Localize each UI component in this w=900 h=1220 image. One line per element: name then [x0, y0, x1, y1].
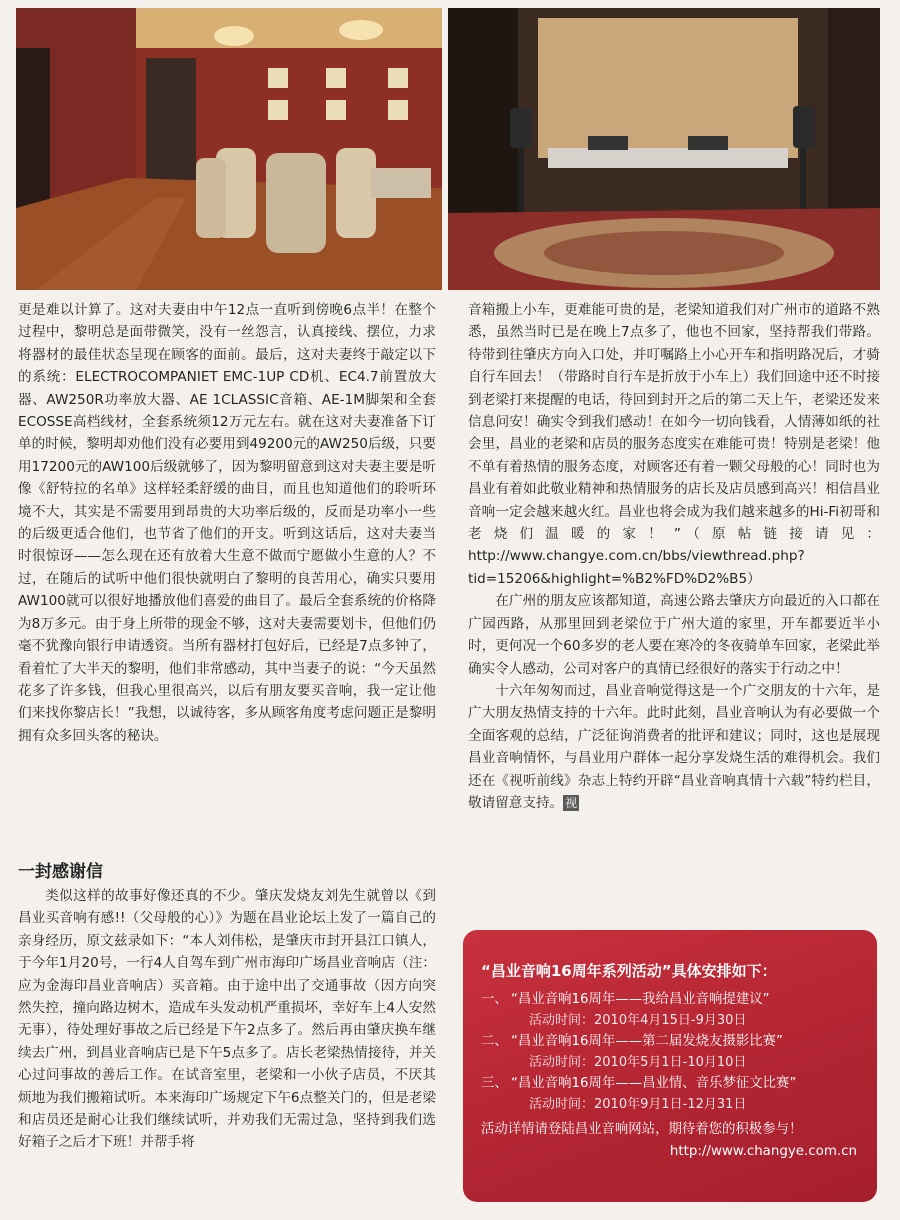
promo-item-number: 三、 — [481, 1076, 508, 1091]
listening-room-photo-right — [448, 8, 880, 290]
end-mark-seal: 视 — [565, 795, 578, 810]
paragraph-text: 十六年匆匆而过，昌业音响觉得这是一个广交朋友的十六年，是广大朋友热情支持的十六年。此时此刻，昌业音响认为有必要做一个全面客观的总结，广泛征询消费者的批评和建议；同时，这也是展现昌业音响情怀，与昌业用户群体一起分享发烧生活的难得机会。我们还在《视听前线》杂志上特约开辟“昌业音响真情十六载”特约栏目，敬请留意支持。 — [468, 682, 880, 811]
promo-item-time: 活动时间：2010年9月1日-12月31日 — [529, 1097, 747, 1112]
promo-item-time: 活动时间：2010年4月15日-9月30日 — [529, 1013, 747, 1028]
paragraph: 更是难以计算了。这对夫妻由中午12点一直听到傍晚6点半！在整个过程中，黎明总是面带微笑，没有一丝怨言，认真接线、摆位，力求将器材的最佳状态呈现在顾客的面前。最后，这对夫妻终于敲定以下的系统：ELECTROCOMPANIET EMC-1UP CD机、EC4.7前置放大器、AW250R功率放大器、AE 1CLASSIC音箱、AE-1M脚架和全套ECOSSE高档线材，全套系统须12万元左右。就在这对夫妻准备下订单的时候，黎明却劝他们没有必要用到49200元的AW250后级，只要用17200元的AW100后级就够了，因为黎明留意到这对夫妻主要是听像《舒特拉的名单》这样轻柔舒缓的曲目，而且也知道他们的聆听环境不大，其实是不需要用到昂贵的大功率后级的，反而是功率小一些的后级更适合他们，也节省了他们的开支。听到这话后，这对夫妻当时很惊讶——怎么现在还有放着大生意不做而宁愿做小生意的人？不过，在随后的试听中他们很快就明白了黎明的良苦用心，确实只要用AW100就可以很好地播放他们喜爱的曲目了。最后全套系统的价格降为8万多元。由于身上所带的现金不够，这对夫妻需要划卡，但他们仍毫不犹豫向银行申请透资。当所有器材打包好后，已经是7点多钟了，看着忙了大半天的黎明，他们非常感动，其中当妻子的说：“今天虽然花多了许多钱，但我心里很高兴，以后有朋友要买音响，我一定让他们来找你黎店长！”我想，以诚待客，多从顾客角度考虑问题正是黎明拥有众多回头客的秘诀。 — [18, 302, 436, 744]
promo-item-number: 二、 — [481, 1034, 508, 1049]
promo-item-name: “昌业音响16周年——我给昌业音响提建议” — [511, 992, 770, 1007]
article-left-column — [18, 299, 436, 747]
promo-item — [481, 1073, 861, 1094]
section-title: 一封感谢信 — [18, 862, 103, 882]
promo-item — [481, 1031, 861, 1052]
promo-item-name: “昌业音响16周年——昌业情、音乐梦征文比赛” — [511, 1076, 797, 1091]
promo-item-time: 活动时间：2010年5月1日-10月10日 — [529, 1055, 747, 1070]
article-left-column-2 — [18, 885, 436, 1154]
promo-title: “昌业音响16周年系列活动”具体安排如下： — [481, 962, 777, 980]
promo-url: http://www.changye.com.cn — [669, 1144, 857, 1159]
paragraph: 在广州的朋友应该都知道，高速公路去肇庆方向最近的入口都在广园西路，从那里回到老梁位于广州大道的家里，开车都要近半小时，更何况一个60多岁的老人要在寒冷的冬夜骑单车回家，老梁此举确实令人感动，公司对客户的真情已经很好的落实于行动之中！ — [468, 593, 880, 677]
paragraph: 音箱搬上小车，更难能可贵的是，老梁知道我们对广州市的道路不熟悉，虽然当时已是在晚上7点多了，他也不回家，坚持帮我们带路。待带到往肇庆方向入口处，并叮嘱路上小心开车和指明路况后，才骑自行车回去！（带路时自行车是折放于小车上）我们回途中还不时接到老梁打来提醒的电话，待回到封开之后的第二天上午，老梁还发来信息问安！确实令到我们感动！在如今一切向钱看，人情薄如纸的社会里，昌业的老梁和店员的服务态度实在难能可贵！特别是老梁！他不单有着热情的服务态度，对顾客还有着一颗父母般的心！同时也为昌业有着如此敬业精神和热情服务的店长及店员感到高兴！相信昌业音响一定会越来越火红。昌业也将会成为我们越来越多的Hi-Fi初哥和老烧们温暖的家！”（原帖链接请见：http://www.changye.com.cn/bbs/viewthread.php?tid=15206&highlight=%B2%FD%D2%B5） — [468, 302, 880, 587]
promo-item-number: 一、 — [481, 992, 508, 1007]
promo-item-name: “昌业音响16周年——第二届发烧友摄影比赛” — [511, 1034, 783, 1049]
promo-footer: 活动详情请登陆昌业音响网站，期待着您的积极参与！ — [481, 1122, 803, 1137]
article-right-column — [468, 299, 880, 814]
paragraph: 类似这样的故事好像还真的不少。肇庆发烧友刘先生就曾以《到昌业买音响有感!!（父母般的心）》为题在昌业论坛上发了一篇自己的亲身经历，原文兹录如下：“本人刘伟松，是肇庆市封开县江口镇人，于今年1月20号，一行4人自驾车到广州市海印广场昌业音响店（注：应为金海印昌业音响店）买音箱。由于途中出了交通事故（因方向突然失控，撞向路边树木，造成车头发动机严重损坏，幸好车上4人安然无事），待处理好事故之后已经是下午2点多了。然后再由肇庆换车继续去广州，到昌业音响店已是下午5点多了。店长老梁热情接待，并关心过问事故的善后工作。在试音室里，老梁和一小伙子店员，不厌其烦地为我们搬箱试听。本来海印广场规定下午6点整关门的，但是老梁和店员还是耐心让我们继续试听，并劝我们无需过急，坚持到我们选好箱子之后才下班！并帮手将 — [18, 888, 436, 1151]
showroom-photo-left — [16, 8, 442, 290]
anniversary-activities-box — [463, 930, 877, 1202]
paragraph-with-endmark — [468, 680, 880, 814]
promo-item — [481, 989, 861, 1010]
